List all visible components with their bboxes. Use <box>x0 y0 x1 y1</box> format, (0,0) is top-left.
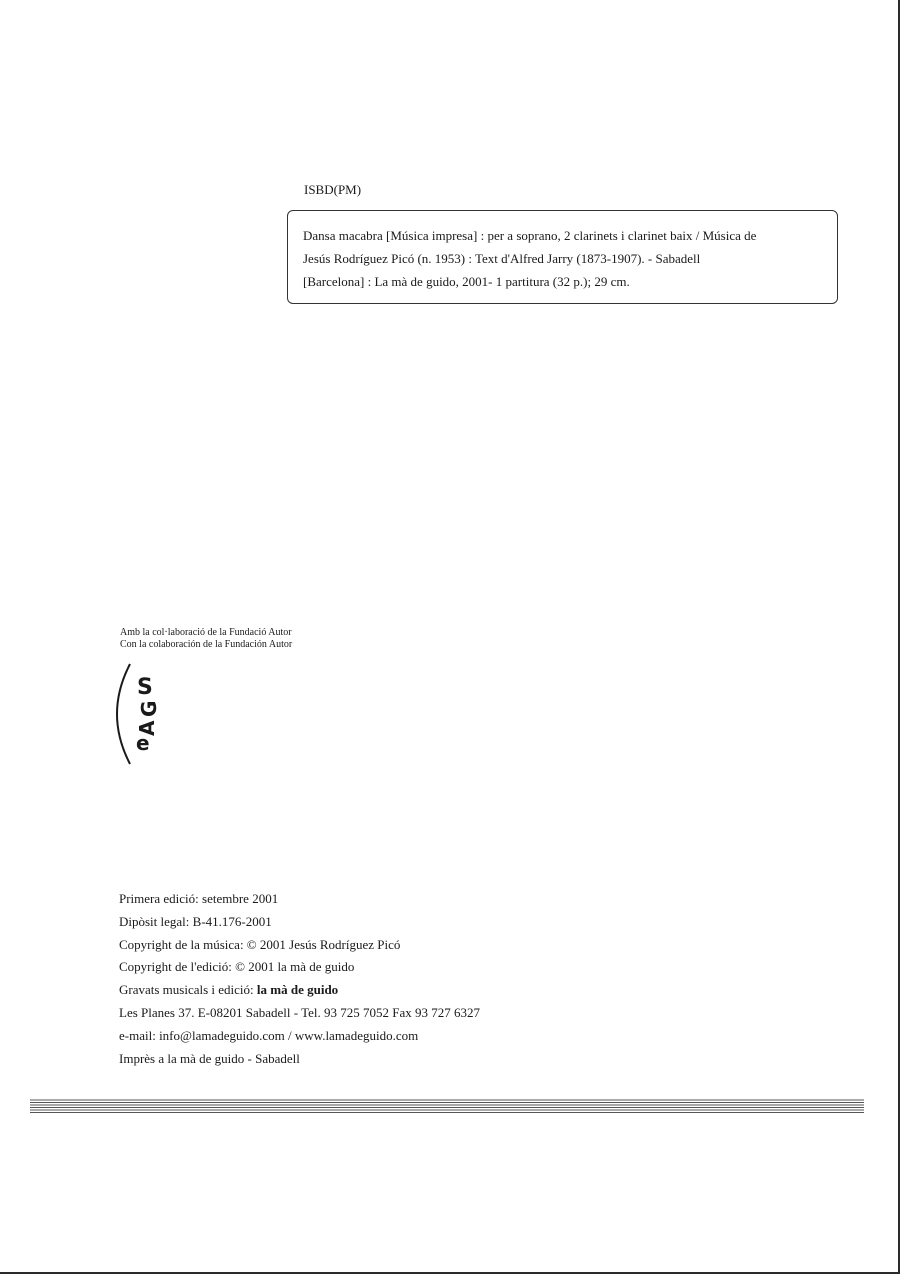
svg-text:G: G <box>137 700 161 717</box>
collaboration-note <box>120 627 292 651</box>
publisher-address: Les Planes 37. E-08201 Sabadell - Tel. 93 725 7052 Fax 93 727 6327 <box>119 1004 481 1020</box>
svg-text:A: A <box>135 720 159 736</box>
isbd-label: ISBD(PM) <box>304 182 362 197</box>
edition-copyright: Copyright de l'edició: © 2001 la mà de guido <box>119 959 355 975</box>
svg-text:S: S <box>137 675 153 700</box>
decorative-rule-lines <box>30 1099 864 1115</box>
isbd-record-box <box>287 210 838 304</box>
publisher-contact: e-mail: info@lamadeguido.com / www.lamadeguido.com <box>119 1027 419 1043</box>
collaboration-line-spanish: Con la colaboración de la Fundación Autor <box>120 639 293 650</box>
engraving-label: Gravats musicals i edició: <box>119 982 257 998</box>
edition-credits <box>119 888 480 1070</box>
first-edition: Primera edició: setembre 2001 <box>119 891 279 906</box>
svg-text:e: e <box>136 731 150 755</box>
isbd-line: [Barcelona] : La mà de guido, 2001- 1 partitura (32 p.); 29 cm. <box>303 274 630 289</box>
music-copyright: Copyright de la música: © 2001 Jesús Rodríguez Picó <box>119 936 401 952</box>
printed-note: Imprès a la mà de guido - Sabadell <box>119 1050 300 1066</box>
isbd-line: Dansa macabra [Música impresa] : per a soprano, 2 clarinets i clarinet baix / Música de <box>303 228 757 243</box>
collaboration-line-catalan: Amb la col·laboració de la Fundació Autor <box>120 627 292 638</box>
isbd-line: Jesús Rodríguez Picó (n. 1953) : Text d'Alfred Jarry (1873-1907). - Sabadell <box>303 251 701 266</box>
sgae-logo <box>112 660 172 768</box>
engraving-line <box>119 979 480 1002</box>
legal-deposit: Dipòsit legal: B-41.176-2001 <box>119 913 272 929</box>
engraving-publisher: la mà de guido <box>256 982 339 998</box>
